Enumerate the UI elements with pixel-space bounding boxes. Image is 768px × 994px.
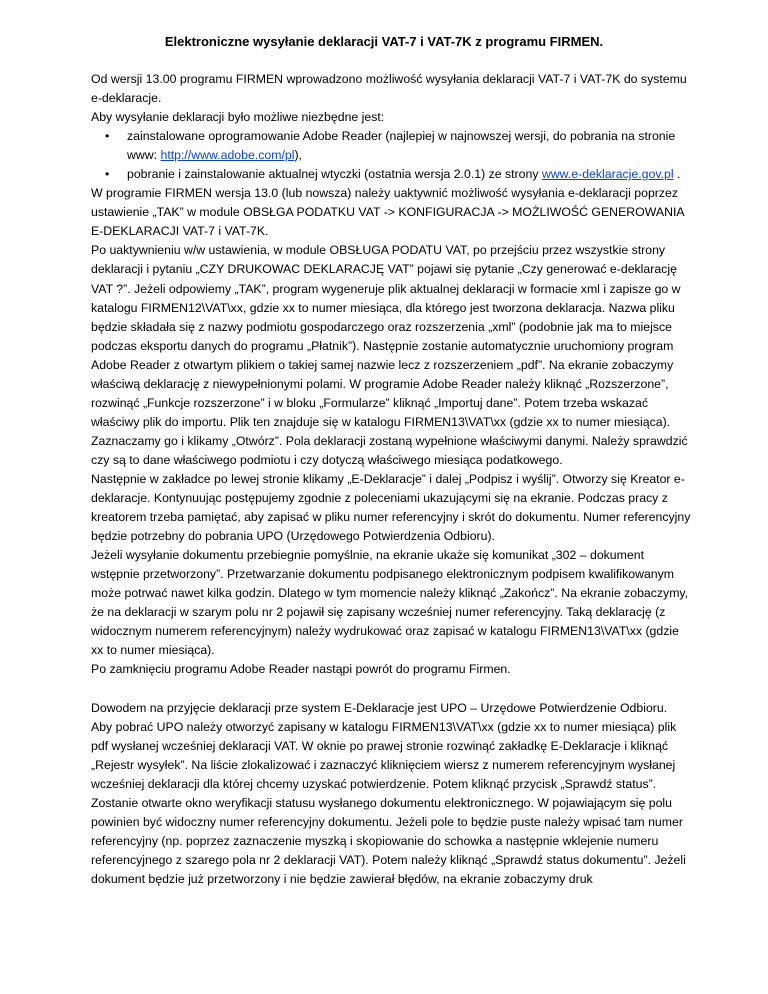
paragraph-settings: W programie FIRMEN wersja 13.0 (lub nowsza) należy uaktywnić możliwość wysyłania e-deklaracji poprzez ustawienie „TAK” w module OBSŁGA PODATKU VAT -> KONFIGURACJA -> MOŻLIWOŚĆ GENEROWANIA E-DEKLARACJI VAT-7 i VAT-7K. xyxy=(91,186,684,239)
paragraph-upo-steps: Aby pobrać UPO należy otworzyć zapisany w katalogu FIRMEN13\VAT\xx (gdzie xx to numer miesiąca) plik pdf wysłanej wcześniej deklaracji VAT. W oknie po prawej stronie rozwinąć zakładkę E-Deklaracje i kliknąć „Rejestr wysyłek”. Na liście zlokalizować i zaznaczyć kliknięciem wiersz z numerem referencyjnym wysłanej wcześniej deklaracji dla której chcemy uzyskać potwierdzenie. Potem kliknąć przycisk „Sprawdź status”. Zostanie otwarte okno weryfikacji statusu wysłanego dokumentu elektronicznego. W pojawiającym się polu powinien być widoczny numer referencyjny dokumentu. Jeżeli pole to będzie puste należy wpisać tam numer referencyjny (np. poprzez zaznaczenie myszką i skopiowanie do schowka a następnie wklejenie numeru referencyjnego z szarego pola nr 2 deklaracji VAT). Potem należy kliknąć „Sprawdź status dokumentu”. Jeżeli dokument będzie już przetworzony i nie będzie zawierał błędów, na ekranie zobaczymy druk xyxy=(91,719,686,886)
paragraph-sending: Następnie w zakładce po lewej stronie klikamy „E-Deklaracje” i dalej „Podpisz i wyślij”. Otworzy się Kreator e-deklaracje. Kontynuując postępujemy zgodnie z poleceniami ukazującymi się na ekranie. Podczas pracy z kreatorem trzeba pamiętać, aby zapisać w pliku numer referencyjny i skrót do dokumentu. Numer referencyjny będzie potrzebny do pobrania UPO (Urzędowego Potwierdzenia Odbioru). xyxy=(91,471,691,544)
paragraph-generation: Po uaktywnieniu w/w ustawienia, w module OBSŁUGA PODATU VAT, po przejściu przez wszystkie strony deklaracji i pytaniu „CZY DRUKOWAC DEKLARACJĘ VAT” pojawi się pytanie „Czy generować e-deklarację VAT ?”. Jeżeli odpowiemy „TAK”, program wygeneruje plik aktualnej deklaracji w formacie xml i zapisze go w katalogu FIRMEN12\VAT\xx, gdzie xx to numer miesiąca, dla którego jest tworzona deklaracja. Nazwa pliku będzie składała się z nazwy podmiotu gospodarczego oraz rozszerzenia „xml” (podobnie jak ma to miejsce podczas eksportu danych do programu „Płatnik”). Następnie zostanie automatycznie uruchomiony program Adobe Reader z otwartym plikiem o takiej samej nazwie lecz z rozszerzeniem „pdf”. Na ekranie zobaczymy właściwą deklarację z niewypełnionymi polami. W programie Adobe Reader należy kliknąć „Rozszerzone”, rozwinąć „Funkcje rozszerzone” i w bloku „Formularze” kliknąć „Importuj dane”. Potem trzeba wskazać właściwy plik do importu. Plik ten znajduje się w katalogu FIRMEN13\VAT\xx (gdzie xx to numer miesiąca). Zaznaczamy go i klikamy „Otwórz”. Pola deklaracji zostaną wypełnione właściwymi danymi. Należy sprawdzić czy są to dane właściwego podmiotu i czy dotyczą właściwego miesiąca podatkowego. xyxy=(91,243,688,467)
list-item: • zainstalowane oprogramowanie Adobe Reader (najlepiej w najnowszej wersji, do pobrania na stronie www: http://www.adobe.com/pl), xyxy=(105,129,676,163)
list-item: • pobranie i zainstalowanie aktualnej wtyczki (ostatnia wersja 2.0.1) ze strony www.e-deklaracje.gov.pl . xyxy=(127,165,691,184)
bullet-icon: • xyxy=(105,167,110,182)
paragraph-upo-intro: Dowodem na przyjęcie deklaracji prze system E-Deklaracje jest UPO – Urzędowe Potwierdzenie Odbioru. xyxy=(91,700,668,715)
paragraph-result: Jeżeli wysyłanie dokumentu przebiegnie pomyślnie, na ekranie ukaże się komunikat „302 – dokument wstępnie przetworzony”. Przetwarzanie dokumentu podpisanego elektronicznym podpisem kwalifikowanym może potrwać nawet kilka godzin. Dlatego w tym momencie należy kliknąć „Zakończ”. Na ekranie zobaczymy, że na deklaracji w szarym polu nr 2 pojawił się zapisany wcześniej numer referencyjny. Taką deklarację (z widocznym numerem referencyjnym) należy wydrukować oraz zapisać w katalogu FIRMEN13\VAT\xx (gdzie xx to numer miesiąca). xyxy=(91,548,689,658)
paragraph-requirements: Aby wysyłanie deklaracji było możliwe niezbędne jest: xyxy=(91,110,385,125)
document-title: Elektroniczne wysyłanie deklaracji VAT-7 i VAT-7K z programu FIRMEN. xyxy=(164,34,604,49)
adobe-link[interactable]: http://www.adobe.com/pl xyxy=(160,148,295,163)
paragraph-gap xyxy=(91,680,691,699)
e-deklaracje-link[interactable]: www.e-deklaracje.gov.pl xyxy=(541,167,674,182)
paragraph-intro: Od wersji 13.00 programu FIRMEN wprowadzono możliwość wysyłania deklaracji VAT-7 i VAT-7K do systemu e-deklaracje. xyxy=(91,72,687,106)
bullet-icon: • xyxy=(105,129,110,144)
paragraph-return: Po zamknięciu programu Adobe Reader nastąpi powrót do programu Firmen. xyxy=(91,662,511,677)
document-body xyxy=(91,70,691,889)
requirements-list xyxy=(91,127,691,184)
